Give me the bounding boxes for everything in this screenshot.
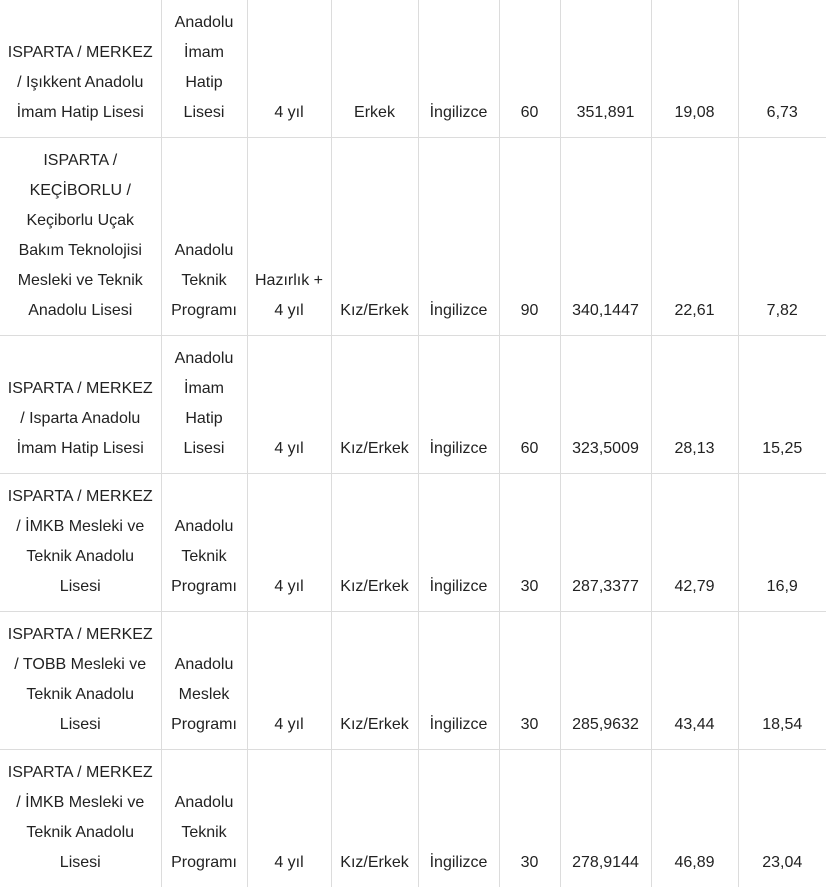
percentile-city-cell: 23,04 [738, 750, 826, 887]
score-cell: 351,891 [560, 0, 651, 138]
duration-cell: 4 yıl [247, 612, 331, 750]
table-row [0, 474, 826, 612]
percentile-tr-cell: 42,79 [651, 474, 738, 612]
score-cell: 278,9144 [560, 750, 651, 887]
duration-cell: 4 yıl [247, 336, 331, 474]
language-cell: İngilizce [418, 612, 499, 750]
percentile-city-cell: 7,82 [738, 138, 826, 336]
percentile-tr-cell: 43,44 [651, 612, 738, 750]
language-cell: İngilizce [418, 474, 499, 612]
school-type-cell: Anadolu Teknik Programı [161, 138, 247, 336]
school-name-cell: ISPARTA / KEÇİBORLU / Keçiborlu Uçak Bakım Teknolojisi Mesleki ve Teknik Anadolu Lisesi [0, 138, 161, 336]
school-type-cell: Anadolu İmam Hatip Lisesi [161, 336, 247, 474]
duration-cell: 4 yıl [247, 0, 331, 138]
percentile-city-cell: 6,73 [738, 0, 826, 138]
school-type-cell: Anadolu Teknik Programı [161, 750, 247, 887]
percentile-tr-cell: 28,13 [651, 336, 738, 474]
score-cell: 323,5009 [560, 336, 651, 474]
quota-cell: 60 [499, 336, 560, 474]
school-name-cell: ISPARTA / MERKEZ / TOBB Mesleki ve Teknik Anadolu Lisesi [0, 612, 161, 750]
quota-cell: 60 [499, 0, 560, 138]
duration-cell: 4 yıl [247, 750, 331, 887]
school-type-cell: Anadolu Meslek Programı [161, 612, 247, 750]
school-type-cell: Anadolu İmam Hatip Lisesi [161, 0, 247, 138]
percentile-tr-cell: 19,08 [651, 0, 738, 138]
quota-cell: 30 [499, 750, 560, 887]
quota-cell: 30 [499, 612, 560, 750]
table-row [0, 750, 826, 887]
school-name-cell: ISPARTA / MERKEZ / İMKB Mesleki ve Teknik Anadolu Lisesi [0, 750, 161, 887]
table-row [0, 0, 826, 138]
percentile-city-cell: 18,54 [738, 612, 826, 750]
gender-cell: Kız/Erkek [331, 138, 418, 336]
gender-cell: Erkek [331, 0, 418, 138]
language-cell: İngilizce [418, 336, 499, 474]
score-cell: 287,3377 [560, 474, 651, 612]
language-cell: İngilizce [418, 750, 499, 887]
score-cell: 340,1447 [560, 138, 651, 336]
school-name-cell: ISPARTA / MERKEZ / Isparta Anadolu İmam Hatip Lisesi [0, 336, 161, 474]
percentile-city-cell: 16,9 [738, 474, 826, 612]
table-row [0, 336, 826, 474]
school-type-cell: Anadolu Teknik Programı [161, 474, 247, 612]
language-cell: İngilizce [418, 138, 499, 336]
percentile-city-cell: 15,25 [738, 336, 826, 474]
percentile-tr-cell: 46,89 [651, 750, 738, 887]
duration-cell: Hazırlık + 4 yıl [247, 138, 331, 336]
quota-cell: 90 [499, 138, 560, 336]
gender-cell: Kız/Erkek [331, 750, 418, 887]
table-row [0, 138, 826, 336]
school-name-cell: ISPARTA / MERKEZ / Işıkkent Anadolu İmam Hatip Lisesi [0, 0, 161, 138]
school-name-cell: ISPARTA / MERKEZ / İMKB Mesleki ve Teknik Anadolu Lisesi [0, 474, 161, 612]
duration-cell: 4 yıl [247, 474, 331, 612]
table-row [0, 612, 826, 750]
score-cell: 285,9632 [560, 612, 651, 750]
quota-cell: 30 [499, 474, 560, 612]
gender-cell: Kız/Erkek [331, 612, 418, 750]
language-cell: İngilizce [418, 0, 499, 138]
percentile-tr-cell: 22,61 [651, 138, 738, 336]
gender-cell: Kız/Erkek [331, 336, 418, 474]
gender-cell: Kız/Erkek [331, 474, 418, 612]
